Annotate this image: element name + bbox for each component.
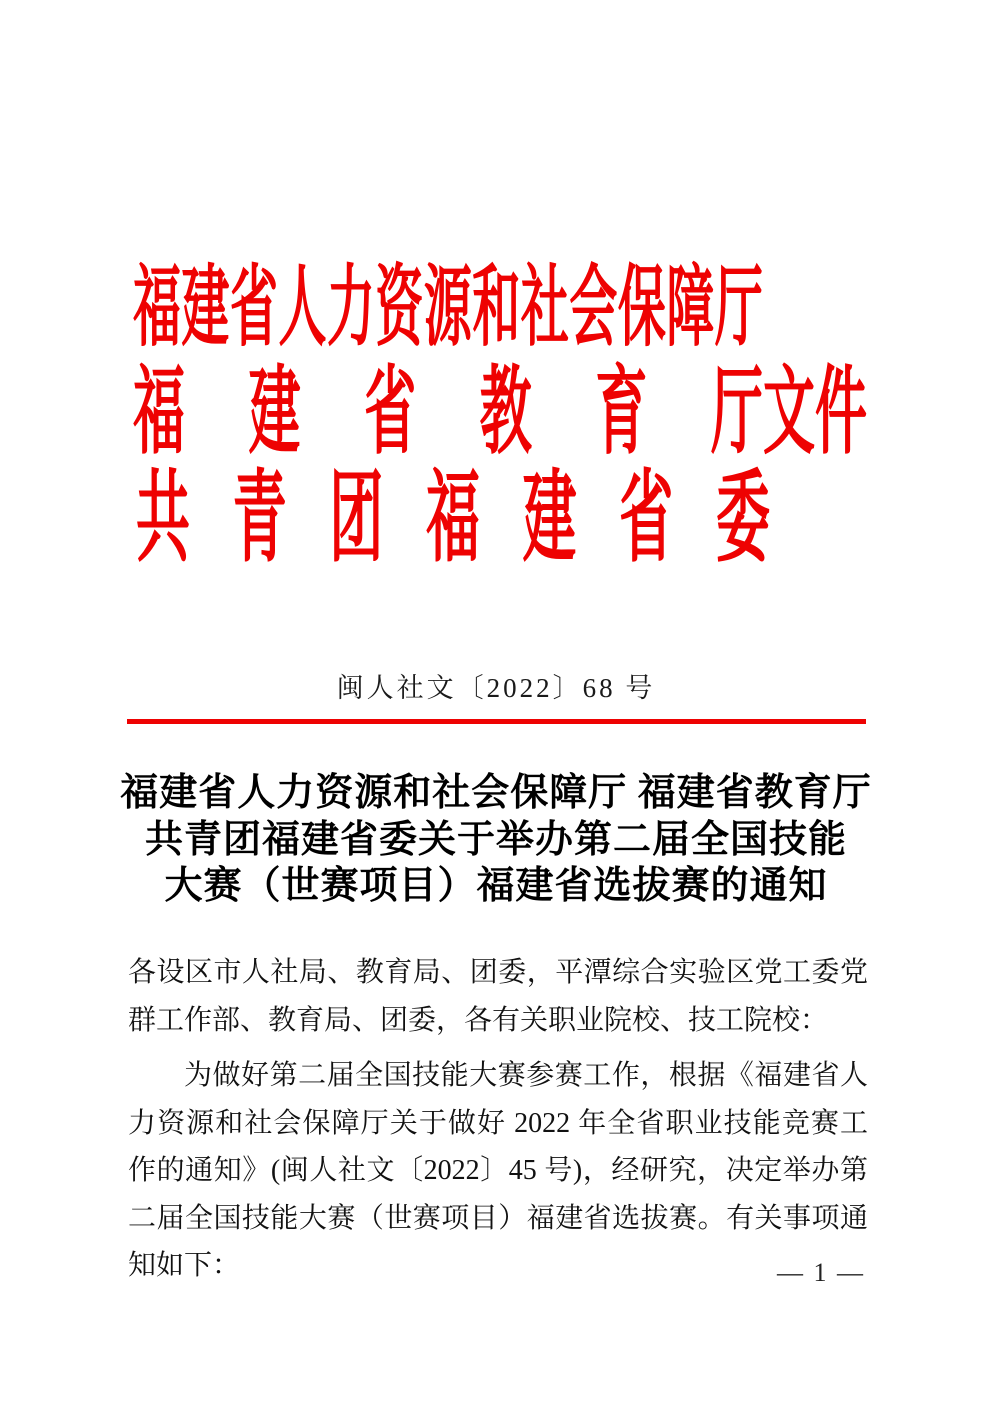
header-char: 和	[472, 259, 521, 358]
header-char: 团	[329, 463, 384, 575]
header-char: 委	[715, 463, 770, 575]
header-char: 福	[133, 361, 186, 467]
header-char: 源	[423, 259, 472, 358]
header-char: 育	[595, 361, 648, 467]
document-number: 闽人社文〔2022〕68 号	[336, 673, 656, 703]
document-body	[128, 949, 868, 1290]
header-char: 共	[136, 463, 190, 575]
header-char: 教	[479, 361, 532, 467]
page-number: — 1 —	[777, 1258, 865, 1287]
header-char: 省	[229, 259, 278, 358]
header-char: 青	[232, 463, 287, 575]
header-char: 建	[181, 259, 230, 358]
header-char: 建	[522, 463, 577, 575]
agency-line-2	[133, 361, 867, 466]
red-divider-line	[127, 719, 866, 724]
header-char: 厅文件	[710, 361, 867, 467]
document-title	[96, 770, 896, 910]
header-char: 省	[619, 463, 674, 575]
body-paragraph: 为做好第二届全国技能大赛参赛工作，根据《福建省人力资源和社会保障厅关于做好 2022 年全省职业技能竞赛工作的通知》(闽人社文〔2022〕45 号)，经研究，决定举办第二届全国技能大赛（世赛项目）福建省选拔赛。有关事项通知如下：	[128, 1060, 868, 1281]
header-char: 障	[666, 259, 715, 358]
title-line-3: 大赛（世赛项目）福建省选拔赛的通知	[164, 865, 828, 907]
agency-line-1	[133, 256, 763, 361]
title-line-2: 共青团福建省委关于举办第二届全国技能	[144, 818, 847, 861]
title-line-1: 福建省人力资源和社会保障厅 福建省教育厅	[120, 772, 872, 814]
header-char: 人	[278, 259, 327, 358]
agency-letterhead	[133, 256, 873, 575]
agency-line-3	[136, 463, 770, 575]
header-char: 保	[617, 259, 666, 358]
header-char: 福	[133, 259, 182, 358]
header-char: 厅	[714, 259, 763, 358]
header-char: 社	[520, 259, 569, 358]
header-char: 省	[364, 361, 417, 467]
salutation-paragraph: 各设区市人社局、教育局、团委，平潭综合实验区党工委党群工作部、教育局、团委，各有关职业院校、技工院校：	[128, 957, 868, 1036]
header-char: 会	[569, 259, 618, 358]
header-char: 建	[248, 361, 301, 467]
header-char: 力	[326, 259, 375, 358]
header-char: 福	[425, 463, 480, 575]
header-char: 资	[375, 259, 424, 358]
